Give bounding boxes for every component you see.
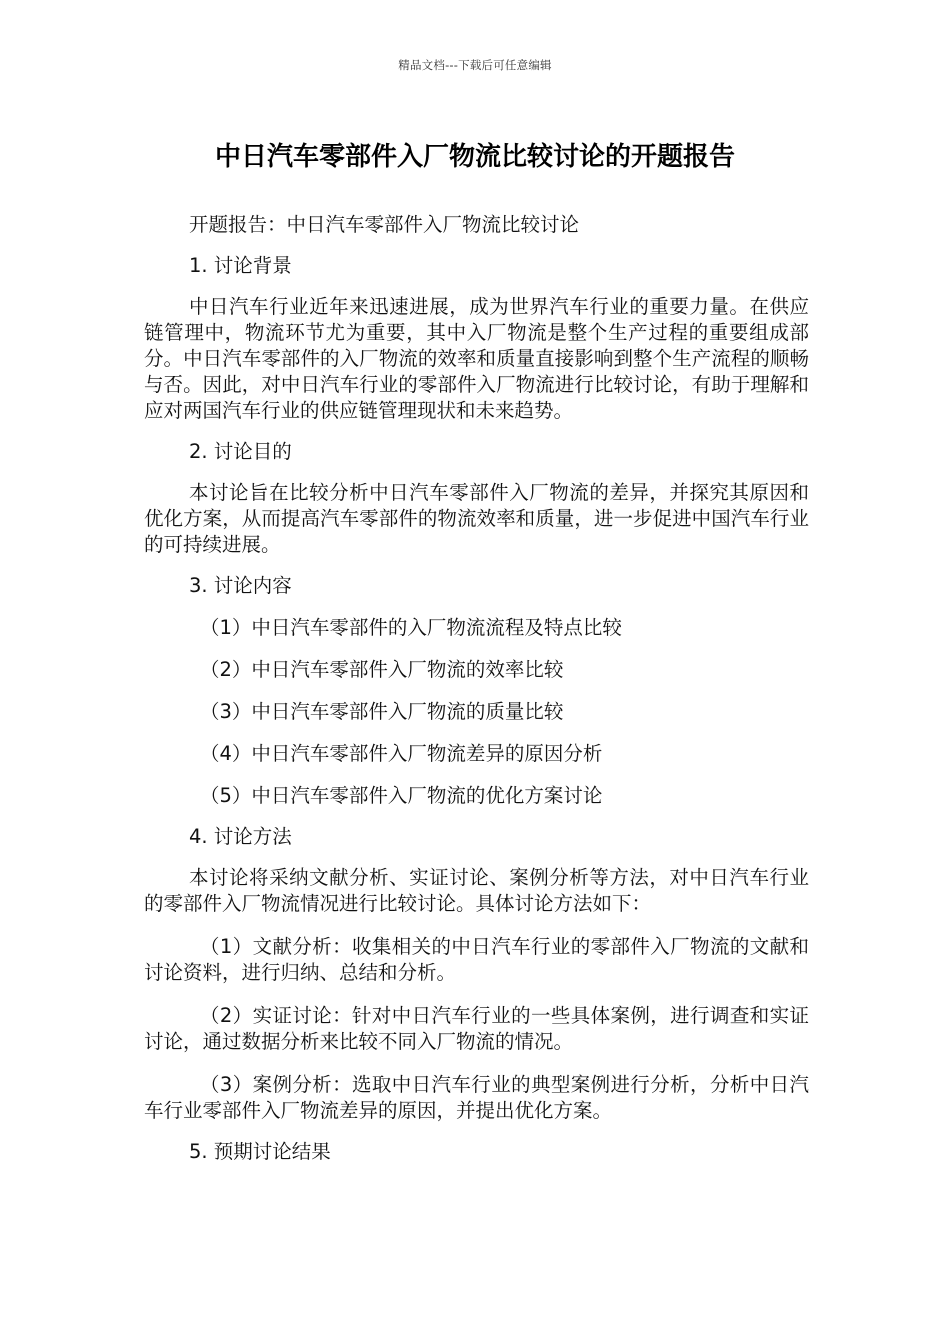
header-note: 精品文档---下载后可任意编辑 xyxy=(398,58,552,72)
section-1-heading: 1. 讨论背景 xyxy=(189,254,292,277)
section-4-body: 本讨论将采纳文献分析、实证讨论、案例分析等方法，对中日汽车行业的零部件入厂物流情况进行比较讨论。具体讨论方法如下： xyxy=(144,866,809,915)
section-3-heading: 3. 讨论内容 xyxy=(189,574,292,597)
section-4-method: （2）实证讨论：针对中日汽车行业的一些具体案例，进行调查和实证讨论，通过数据分析来比较不同入厂物流的情况。 xyxy=(144,1004,809,1053)
section-1-body: 中日汽车行业近年来迅速进展，成为世界汽车行业的重要力量。在供应链管理中，物流环节尤为重要，其中入厂物流是整个生产过程的重要组成部分。中日汽车零部件的入厂物流的效率和质量直接影响到整个生产流程的顺畅与否。因此，对中日汽车行业的零部件入厂物流进行比较讨论，有助于理解和应对两国汽车行业的供应链管理现状和未来趋势。 xyxy=(144,295,809,422)
intro-paragraph: 开题报告：中日汽车零部件入厂物流比较讨论 xyxy=(189,213,580,236)
section-3-item: （5）中日汽车零部件入厂物流的优化方案讨论 xyxy=(200,784,603,807)
section-2-body: 本讨论旨在比较分析中日汽车零部件入厂物流的差异，并探究其原因和优化方案，从而提高汽车零部件的物流效率和质量，进一步促进中国汽车行业的可持续进展。 xyxy=(144,481,809,556)
section-3-item: （4）中日汽车零部件入厂物流差异的原因分析 xyxy=(200,742,603,765)
section-5-heading: 5. 预期讨论结果 xyxy=(189,1140,331,1163)
section-4-method: （1）文献分析：收集相关的中日汽车行业的零部件入厂物流的文献和讨论资料，进行归纳、总结和分析。 xyxy=(144,935,809,984)
section-3-item: （3）中日汽车零部件入厂物流的质量比较 xyxy=(200,700,564,723)
section-3-item: （2）中日汽车零部件入厂物流的效率比较 xyxy=(200,658,564,681)
section-4-method: （3）案例分析：选取中日汽车行业的典型案例进行分析，分析中日汽车行业零部件入厂物流差异的原因，并提出优化方案。 xyxy=(144,1073,809,1122)
document-title: 中日汽车零部件入厂物流比较讨论的开题报告 xyxy=(214,142,735,172)
document-body xyxy=(144,212,809,1165)
section-2-heading: 2. 讨论目的 xyxy=(189,440,292,463)
section-4-heading: 4. 讨论方法 xyxy=(189,825,292,848)
section-3-item: （1）中日汽车零部件的入厂物流流程及特点比较 xyxy=(200,616,622,639)
